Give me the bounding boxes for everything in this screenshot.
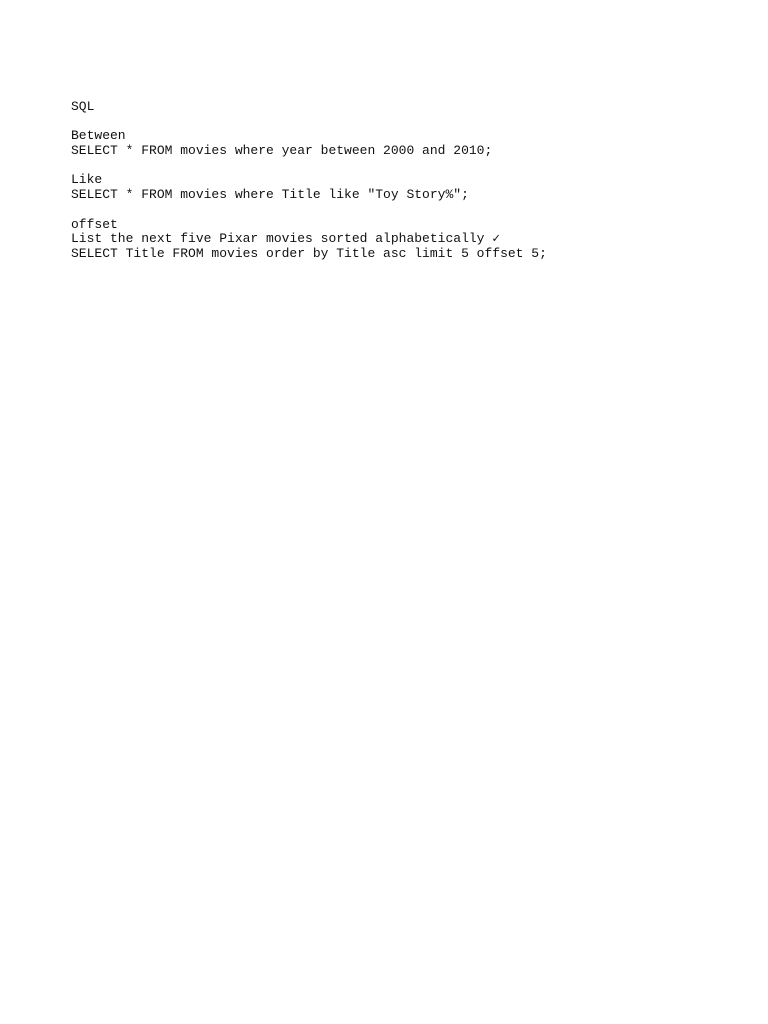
section-heading: offset	[71, 216, 118, 232]
section-heading: Between	[71, 128, 126, 144]
section-between	[71, 129, 751, 158]
section-heading: Like	[71, 172, 103, 188]
document-body	[71, 100, 751, 262]
task-description: List the next five Pixar movies sorted alphabetically ✓	[71, 231, 501, 247]
sql-query: SELECT * FROM movies where year between 2000 and 2010;	[71, 143, 493, 159]
sql-query: SELECT * FROM movies where Title like "Toy Story%";	[71, 187, 469, 203]
section-offset	[71, 218, 751, 262]
section-like	[71, 173, 751, 202]
sql-query: SELECT Title FROM movies order by Title asc limit 5 offset 5;	[71, 245, 547, 261]
document-title: SQL	[71, 99, 95, 114]
